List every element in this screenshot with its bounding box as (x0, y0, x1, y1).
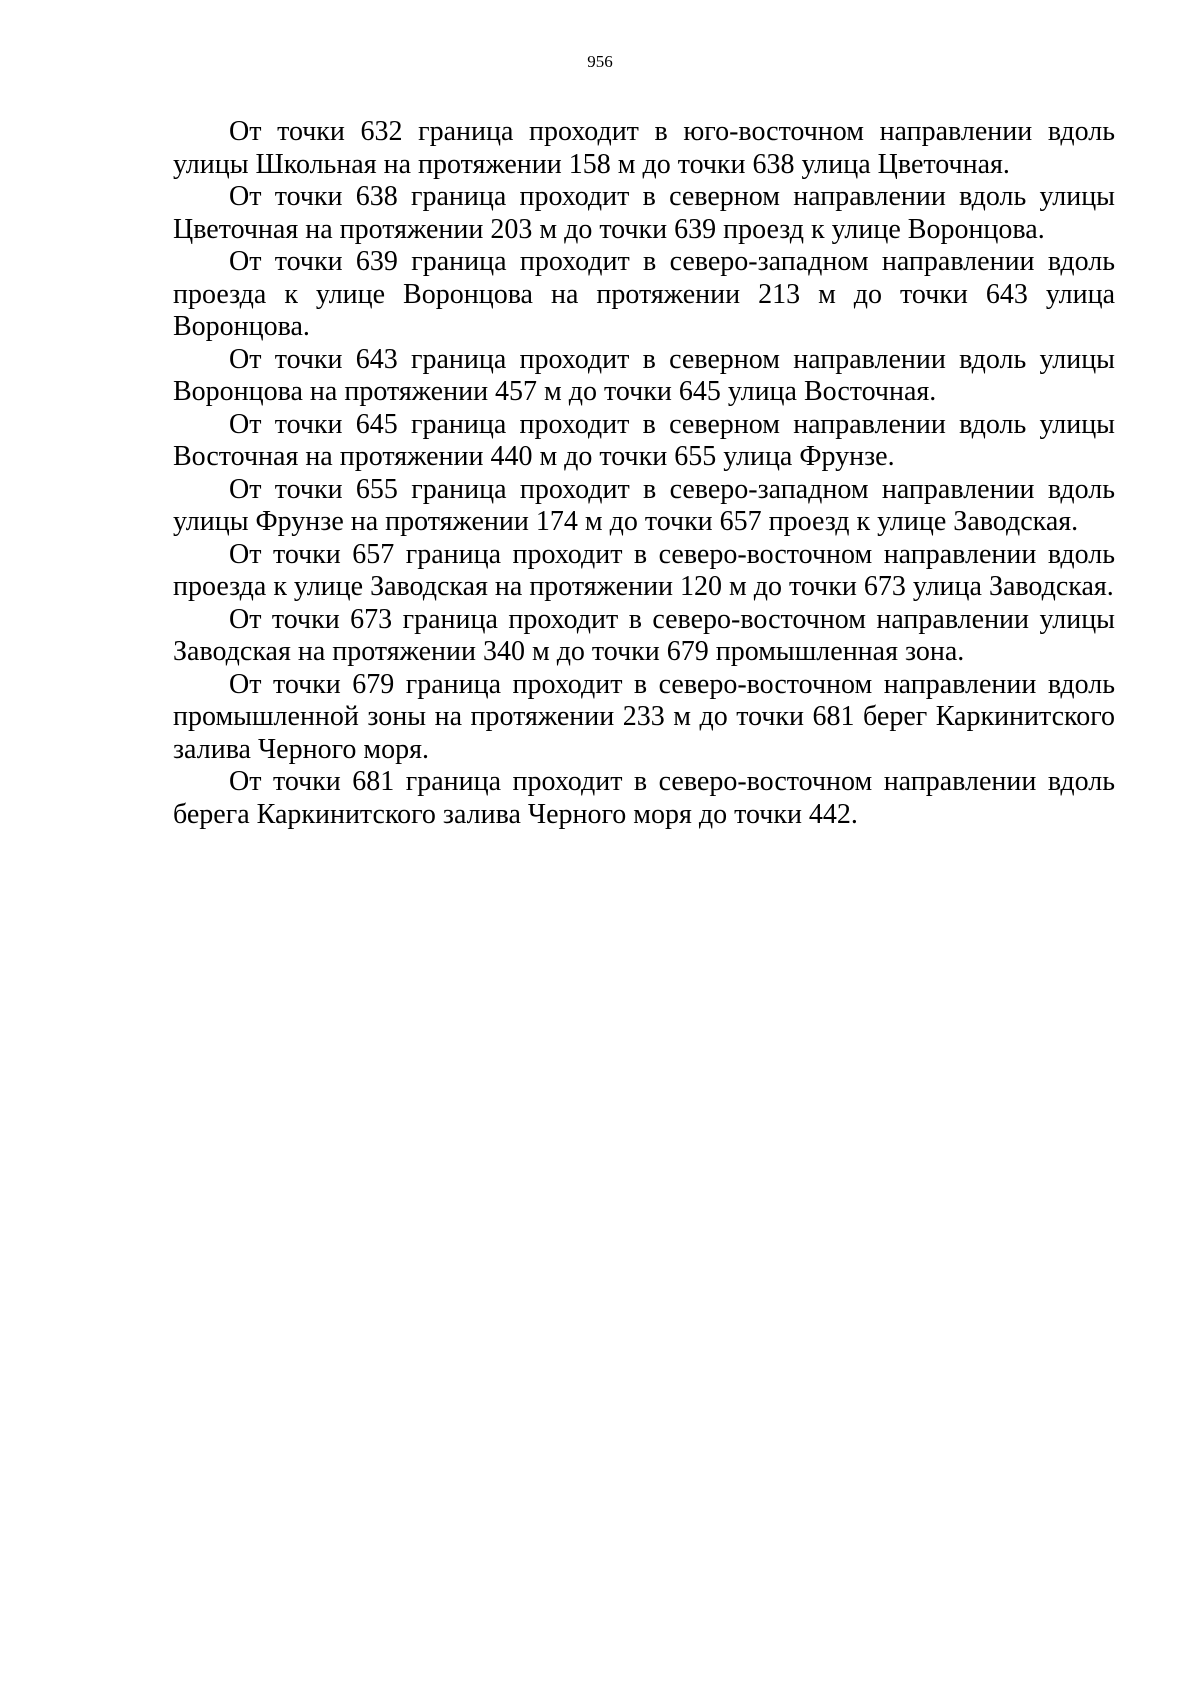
paragraph: От точки 657 граница проходит в северо-восточном направлении вдоль проезда к улице Заводская на протяжении 120 м до точки 673 улица Заводская. (173, 538, 1115, 602)
paragraph: От точки 632 граница проходит в юго-восточном направлении вдоль улицы Школьная на протяжении 158 м до точки 638 улица Цветочная. (173, 116, 1115, 180)
paragraph: От точки 681 граница проходит в северо-восточном направлении вдоль берега Каркинитского залива Черного моря до точки 442. (173, 766, 1115, 830)
paragraph: От точки 639 граница проходит в северо-западном направлении вдоль проезда к улице Воронцова на протяжении 213 м до точки 643 улица Воронцова. (173, 246, 1115, 342)
paragraph: От точки 679 граница проходит в северо-восточном направлении вдоль промышленной зоны на протяжении 233 м до точки 681 берег Каркинитского залива Черного моря. (173, 668, 1115, 765)
paragraph: От точки 673 граница проходит в северо-восточном направлении улицы Заводская на протяжении 340 м до точки 679 промышленная зона. (173, 603, 1115, 667)
paragraph: От точки 655 граница проходит в северо-западном направлении вдоль улицы Фрунзе на протяжении 174 м до точки 657 проезд к улице Заводская. (173, 473, 1115, 537)
paragraph: От точки 645 граница проходит в северном направлении вдоль улицы Восточная на протяжении 440 м до точки 655 улица Фрунзе. (173, 408, 1115, 472)
page-number: 956 (587, 52, 613, 71)
document-body (173, 116, 1115, 831)
paragraph: От точки 638 граница проходит в северном направлении вдоль улицы Цветочная на протяжении 203 м до точки 639 проезд к улице Воронцова. (173, 181, 1115, 245)
paragraph: От точки 643 граница проходит в северном направлении вдоль улицы Воронцова на протяжении 457 м до точки 645 улица Восточная. (173, 343, 1115, 407)
